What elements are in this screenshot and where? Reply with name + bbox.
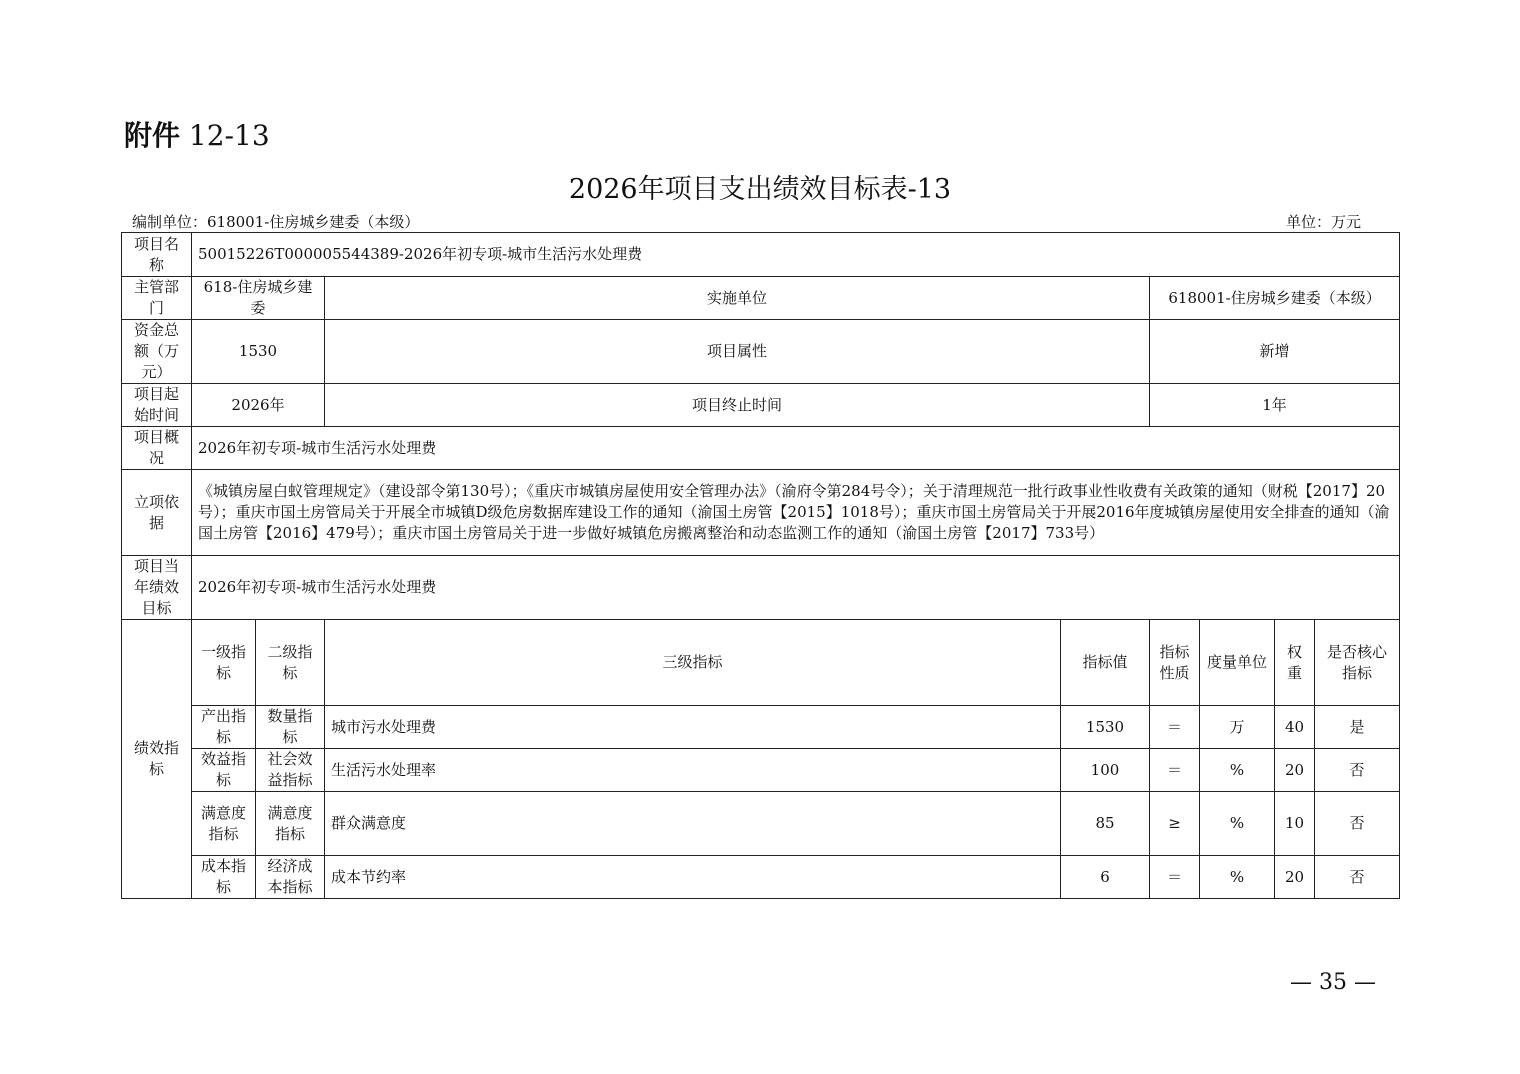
weight-cell: 40 xyxy=(1275,706,1315,749)
indicator-row xyxy=(122,792,1400,856)
unit-cell: % xyxy=(1200,792,1275,856)
level2-cell: 经济成本指标 xyxy=(256,856,325,899)
row-fund xyxy=(122,320,1400,384)
weight-cell: 20 xyxy=(1275,856,1315,899)
core-cell: 是 xyxy=(1315,706,1400,749)
header-level1: 一级指标 xyxy=(192,620,256,706)
overview-value: 2026年初专项-城市生活污水处理费 xyxy=(192,427,1400,470)
annual-goal-label: 项目当年绩效目标 xyxy=(122,556,192,620)
row-project-name xyxy=(122,233,1400,277)
indicator-row xyxy=(122,749,1400,792)
overview-label: 项目概况 xyxy=(122,427,192,470)
row-overview xyxy=(122,427,1400,470)
end-time-label: 项目终止时间 xyxy=(325,384,1150,427)
header-nature: 指标性质 xyxy=(1150,620,1200,706)
header-unit: 度量单位 xyxy=(1200,620,1275,706)
department-label: 主管部门 xyxy=(122,277,192,320)
core-cell: 否 xyxy=(1315,792,1400,856)
start-time-label: 项目起始时间 xyxy=(122,384,192,427)
level1-cell: 成本指标 xyxy=(192,856,256,899)
level2-cell: 数量指标 xyxy=(256,706,325,749)
row-timeline xyxy=(122,384,1400,427)
level2-cell: 社会效益指标 xyxy=(256,749,325,792)
nature-cell: ＝ xyxy=(1150,749,1200,792)
value-cell: 100 xyxy=(1061,749,1150,792)
currency-unit: 单位：万元 xyxy=(1286,213,1362,231)
fund-total-value: 1530 xyxy=(192,320,325,384)
project-attribute-label: 项目属性 xyxy=(325,320,1150,384)
core-cell: 否 xyxy=(1315,749,1400,792)
level1-cell: 效益指标 xyxy=(192,749,256,792)
level3-cell: 城市污水处理费 xyxy=(325,706,1061,749)
implementing-unit-value: 618001-住房城乡建委（本级） xyxy=(1150,277,1400,320)
implementing-unit-label: 实施单位 xyxy=(325,277,1150,320)
project-attribute-value: 新增 xyxy=(1150,320,1400,384)
attachment-label xyxy=(124,116,270,156)
attachment-word: 附件 xyxy=(124,119,181,152)
document-title: 2026年项目支出绩效目标表-13 xyxy=(568,174,952,205)
nature-cell: ≥ xyxy=(1150,792,1200,856)
row-annual-goal xyxy=(122,556,1400,620)
basis-label: 立项依据 xyxy=(122,470,192,556)
compiling-unit: 编制单位：618001-住房城乡建委（本级） xyxy=(132,213,420,231)
fund-total-label: 资金总额（万元） xyxy=(122,320,192,384)
value-cell: 85 xyxy=(1061,792,1150,856)
value-cell: 6 xyxy=(1061,856,1150,899)
level3-cell: 群众满意度 xyxy=(325,792,1061,856)
department-value: 618-住房城乡建委 xyxy=(192,277,325,320)
page-number: — 35 — xyxy=(1290,970,1376,995)
indicator-row xyxy=(122,706,1400,749)
indicator-header-row xyxy=(122,620,1400,706)
performance-indicator-label: 绩效指标 xyxy=(122,620,192,899)
header-value: 指标值 xyxy=(1061,620,1150,706)
nature-cell: ＝ xyxy=(1150,856,1200,899)
header-level2: 二级指标 xyxy=(256,620,325,706)
indicator-row xyxy=(122,856,1400,899)
unit-cell: % xyxy=(1200,749,1275,792)
unit-cell: 万 xyxy=(1200,706,1275,749)
attachment-number: 12-13 xyxy=(188,119,270,152)
start-time-value: 2026年 xyxy=(192,384,325,427)
level1-cell: 满意度指标 xyxy=(192,792,256,856)
level3-cell: 生活污水处理率 xyxy=(325,749,1061,792)
core-cell: 否 xyxy=(1315,856,1400,899)
nature-cell: ＝ xyxy=(1150,706,1200,749)
unit-cell: % xyxy=(1200,856,1275,899)
header-weight: 权重 xyxy=(1275,620,1315,706)
level1-cell: 产出指标 xyxy=(192,706,256,749)
annual-goal-value: 2026年初专项-城市生活污水处理费 xyxy=(192,556,1400,620)
end-time-value: 1年 xyxy=(1150,384,1400,427)
header-core: 是否核心指标 xyxy=(1315,620,1400,706)
performance-target-table xyxy=(121,232,1400,899)
value-cell: 1530 xyxy=(1061,706,1150,749)
row-basis xyxy=(122,470,1400,556)
project-name-label: 项目名称 xyxy=(122,233,192,277)
weight-cell: 20 xyxy=(1275,749,1315,792)
row-department xyxy=(122,277,1400,320)
level3-cell: 成本节约率 xyxy=(325,856,1061,899)
level2-cell: 满意度指标 xyxy=(256,792,325,856)
weight-cell: 10 xyxy=(1275,792,1315,856)
project-name-value: 50015226T000005544389-2026年初专项-城市生活污水处理费 xyxy=(192,233,1400,277)
header-level3: 三级指标 xyxy=(325,620,1061,706)
basis-value: 《城镇房屋白蚁管理规定》（建设部令第130号）；《重庆市城镇房屋使用安全管理办法》（渝府令第284号令）；关于清理规范一批行政事业性收费有关政策的通知（财税【2017】20号）；重庆市国土房管局关于开展全市城镇D级危房数据库建设工作的通知（渝国土房管【2015】1018号）；重庆市国土房管局关于开展2016年度城镇房屋使用安全排查的通知（渝国土房管【2016】479号）；重庆市国土房管局关于进一步做好城镇危房搬离整治和动态监测工作的通知（渝国土房管【2017】733号） xyxy=(192,470,1400,556)
